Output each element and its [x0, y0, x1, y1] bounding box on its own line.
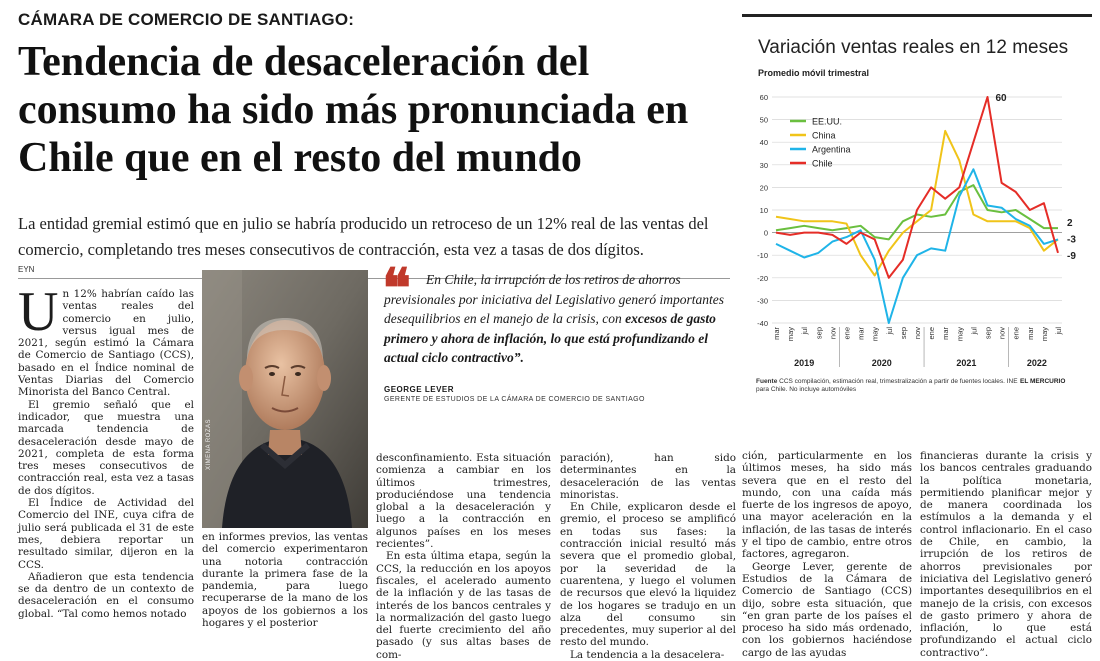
x-tick-label: mar	[1025, 327, 1035, 340]
chart-canvas	[742, 17, 1092, 407]
year-label: 2020	[871, 358, 892, 368]
legend-label: China	[812, 130, 836, 141]
y-tick-label: -30	[757, 296, 768, 306]
chart-source-label: Fuente	[756, 378, 778, 385]
body-paragraph: El Índice de Actividad del Comercio del INE, cuya cifra de julio será publicada el 31 de este mes, debiera reportar un resultado similar, dijeron en la CCS.	[18, 497, 194, 571]
end-label: -3	[1067, 234, 1076, 246]
y-tick-label: -10	[757, 251, 768, 261]
peak-label: 60	[995, 93, 1007, 104]
y-tick-label: 20	[759, 183, 768, 193]
photo-credit: XIMENA ROZAS	[206, 418, 212, 470]
x-tick-label: ene	[927, 327, 937, 340]
legend-label: Chile	[812, 158, 833, 169]
y-tick-label: 10	[759, 206, 768, 215]
year-label: 2022	[1026, 358, 1047, 368]
quote-author: GEORGE LEVER	[384, 385, 455, 394]
article-summary: La entidad gremial estimó que en julio se habría producido un retroceso de un 12% real de las ventas del comercio, completando tres meses consecutivos de contracción, esta vez a tasas de dos dígitos.	[18, 214, 709, 259]
chart-source	[756, 378, 1026, 394]
dropcap: U	[18, 281, 59, 343]
x-tick-label: may	[870, 327, 880, 342]
y-tick-label: 50	[759, 115, 768, 125]
x-tick-label: nov	[828, 327, 838, 340]
year-label: 2021	[956, 358, 977, 368]
y-tick-label: 30	[759, 160, 768, 170]
x-tick-label: may	[786, 327, 796, 342]
y-tick-label: 60	[759, 93, 768, 102]
x-tick-label: jul	[884, 327, 894, 335]
x-tick-label: sep	[898, 327, 908, 340]
legend-label: EE.UU.	[812, 116, 843, 127]
x-tick-label: mar	[856, 327, 866, 340]
article-kicker: CÁMARA DE COMERCIO DE SANTIAGO:	[18, 10, 355, 29]
chart-title: Variación ventas reales en 12 meses	[758, 37, 1069, 58]
body-paragraph: en informes previos, las ventas del comercio experimentaron una notoria contracción durante la primera fase de la pandemia, para luego recuperarse de la mano de los apoyos de los gobiernos a los hogares y el posterior	[202, 531, 368, 630]
portrait-illustration	[202, 270, 368, 528]
y-tick-label: 40	[759, 138, 768, 148]
pull-quote-emphasis: excesos de gasto primero y ahora de inflación, lo que está profundizando el actual ciclo contractivo”.	[384, 311, 716, 365]
y-tick-label: -20	[757, 273, 768, 283]
pull-quote-text: En Chile, la irrupción de los retiros de ahorros previsionales por iniciativa del Legislativo generó importantes desequilibrios en el manejo de la crisis, con	[384, 272, 724, 326]
body-column-4	[560, 452, 736, 661]
body-paragraph: desconfinamiento. Esta situación comienza a cambiar en los últimos trimestres, produciéndose una tendencia global a la desaceleración y luego a la contracción en algunos países en los meses recientes”.	[376, 452, 551, 551]
article-headline: Tendencia de desaceleración del consumo ha sido más pronunciada en Chile que en el resto del mundo	[18, 39, 689, 181]
x-tick-label: jul	[969, 327, 979, 335]
chart-subtitle: Promedio móvil trimestral	[758, 68, 870, 78]
x-tick-label: may	[955, 327, 965, 342]
body-paragraph: ción, particularmente en los últimos meses, ha sido más severa que en el resto del mundo, con una caída más fuerte de los ingresos de apoyo, una mayor aceleración en la inflación, de las tasas de interés y el tipo de cambio, entre otros factores, agregaron.	[742, 450, 912, 561]
x-tick-label: may	[1039, 327, 1049, 342]
end-label: 2	[1067, 218, 1073, 230]
x-tick-label: ene	[842, 327, 852, 340]
x-tick-label: jul	[1054, 327, 1063, 335]
body-paragraph: George Lever, gerente de Estudios de la Cámara de Comercio de Santiago (CCS) dijo, sobre esta situación, que “en gran parte de los países el proceso ha sido más ordenado, con los gobiernos haciéndose cargo de las ayudas	[742, 560, 912, 659]
x-tick-label: mar	[941, 327, 951, 340]
body-paragraph: financieras durante la crisis y los bancos centrales graduando la política monetaria, permitiendo planificar mejor y de manera coordinada los estímulos a la demanda y el control inflacionario. En el caso de Chile, en cambio, la irrupción de los retiros de ahorros previsionales por iniciativa del Legislativo generó importantes desequilibrios en el manejo de la crisis, con excesos de gasto primero y ahora de inflación, lo que está profundizando el actual ciclo contractivo”.	[920, 450, 1092, 659]
x-tick-label: jul	[800, 327, 810, 335]
pull-quote	[384, 270, 736, 368]
body-paragraph: paración), han sido determinantes en la desaceleración de las ventas minoristas.	[560, 452, 736, 501]
x-tick-label: sep	[814, 327, 824, 340]
body-paragraph: En Chile, explicaron desde el gremio, el proceso se amplificó en todas sus fases: la contracción inicial resultó más severa que el promedio global, por la severidad de la cuarentena, y luego el volumen de recursos que elevó la liquidez de los hogares se tradujo en un alza del consumo sin precedentes, muy superior al del resto del mundo.	[560, 501, 736, 649]
body-column-1	[18, 281, 194, 638]
chart-brand: EL MERCURIO	[1020, 378, 1066, 385]
year-label: 2019	[794, 358, 815, 368]
y-tick-label: -40	[757, 319, 768, 328]
body-column-3	[376, 452, 551, 661]
body-column-5	[742, 450, 912, 659]
sales-chart	[742, 14, 1092, 404]
body-paragraph: El gremio señaló que el indicador, que muestra una marcada tendencia de desaceleración desde mayo de 2021, completa de esta forma tres meses consecutivos de contracción real, esta vez a tasas de dos dígitos.	[18, 398, 194, 497]
end-label: -9	[1067, 250, 1076, 262]
body-paragraph: La tendencia a la desacelera-	[570, 648, 725, 661]
quote-mark-icon: ❝	[382, 259, 412, 319]
body-column-2	[202, 531, 368, 639]
x-tick-label: sep	[983, 327, 993, 340]
x-tick-label: mar	[772, 327, 781, 340]
chart-source-text: CCS compilación, estimación real, trimestralización a partir de fuentes locales. INE para Chile. No incluye automóviles	[756, 378, 1018, 393]
y-tick-label: 0	[763, 228, 768, 238]
article-byline: EYN	[18, 265, 35, 274]
portrait-photo	[202, 270, 368, 528]
body-paragraph: Añadieron que esta tendencia se da dentro de un contexto de desaceleración en el consumo global. “Tal como hemos notado	[18, 570, 194, 620]
x-tick-label: ene	[1011, 327, 1021, 340]
quote-author-role: GERENTE DE ESTUDIOS DE LA CÁMARA DE COMERCIO DE SANTIAGO	[384, 396, 645, 403]
body-paragraph: En esta última etapa, según la CCS, la reducción en los apoyos fiscales, el acelerado aumento de la inflación y de las tasas de interés de los bancos centrales y la normalización del gasto luego del fuerte crecimiento del año pasado (y sus altas bases de com-	[376, 550, 551, 661]
body-column-6	[920, 450, 1092, 659]
body-paragraph: n 12% habrían caído las ventas reales del comercio en julio, versus igual mes de 2021, según estimó la Cámara de Comercio de Santiago (CCS), basado en el Índice nominal de Ventas Diarias del Comercio Minorista del Banco Central.	[18, 288, 194, 399]
x-tick-label: nov	[913, 327, 922, 340]
legend-label: Argentina	[812, 144, 851, 155]
x-tick-label: nov	[997, 327, 1007, 340]
